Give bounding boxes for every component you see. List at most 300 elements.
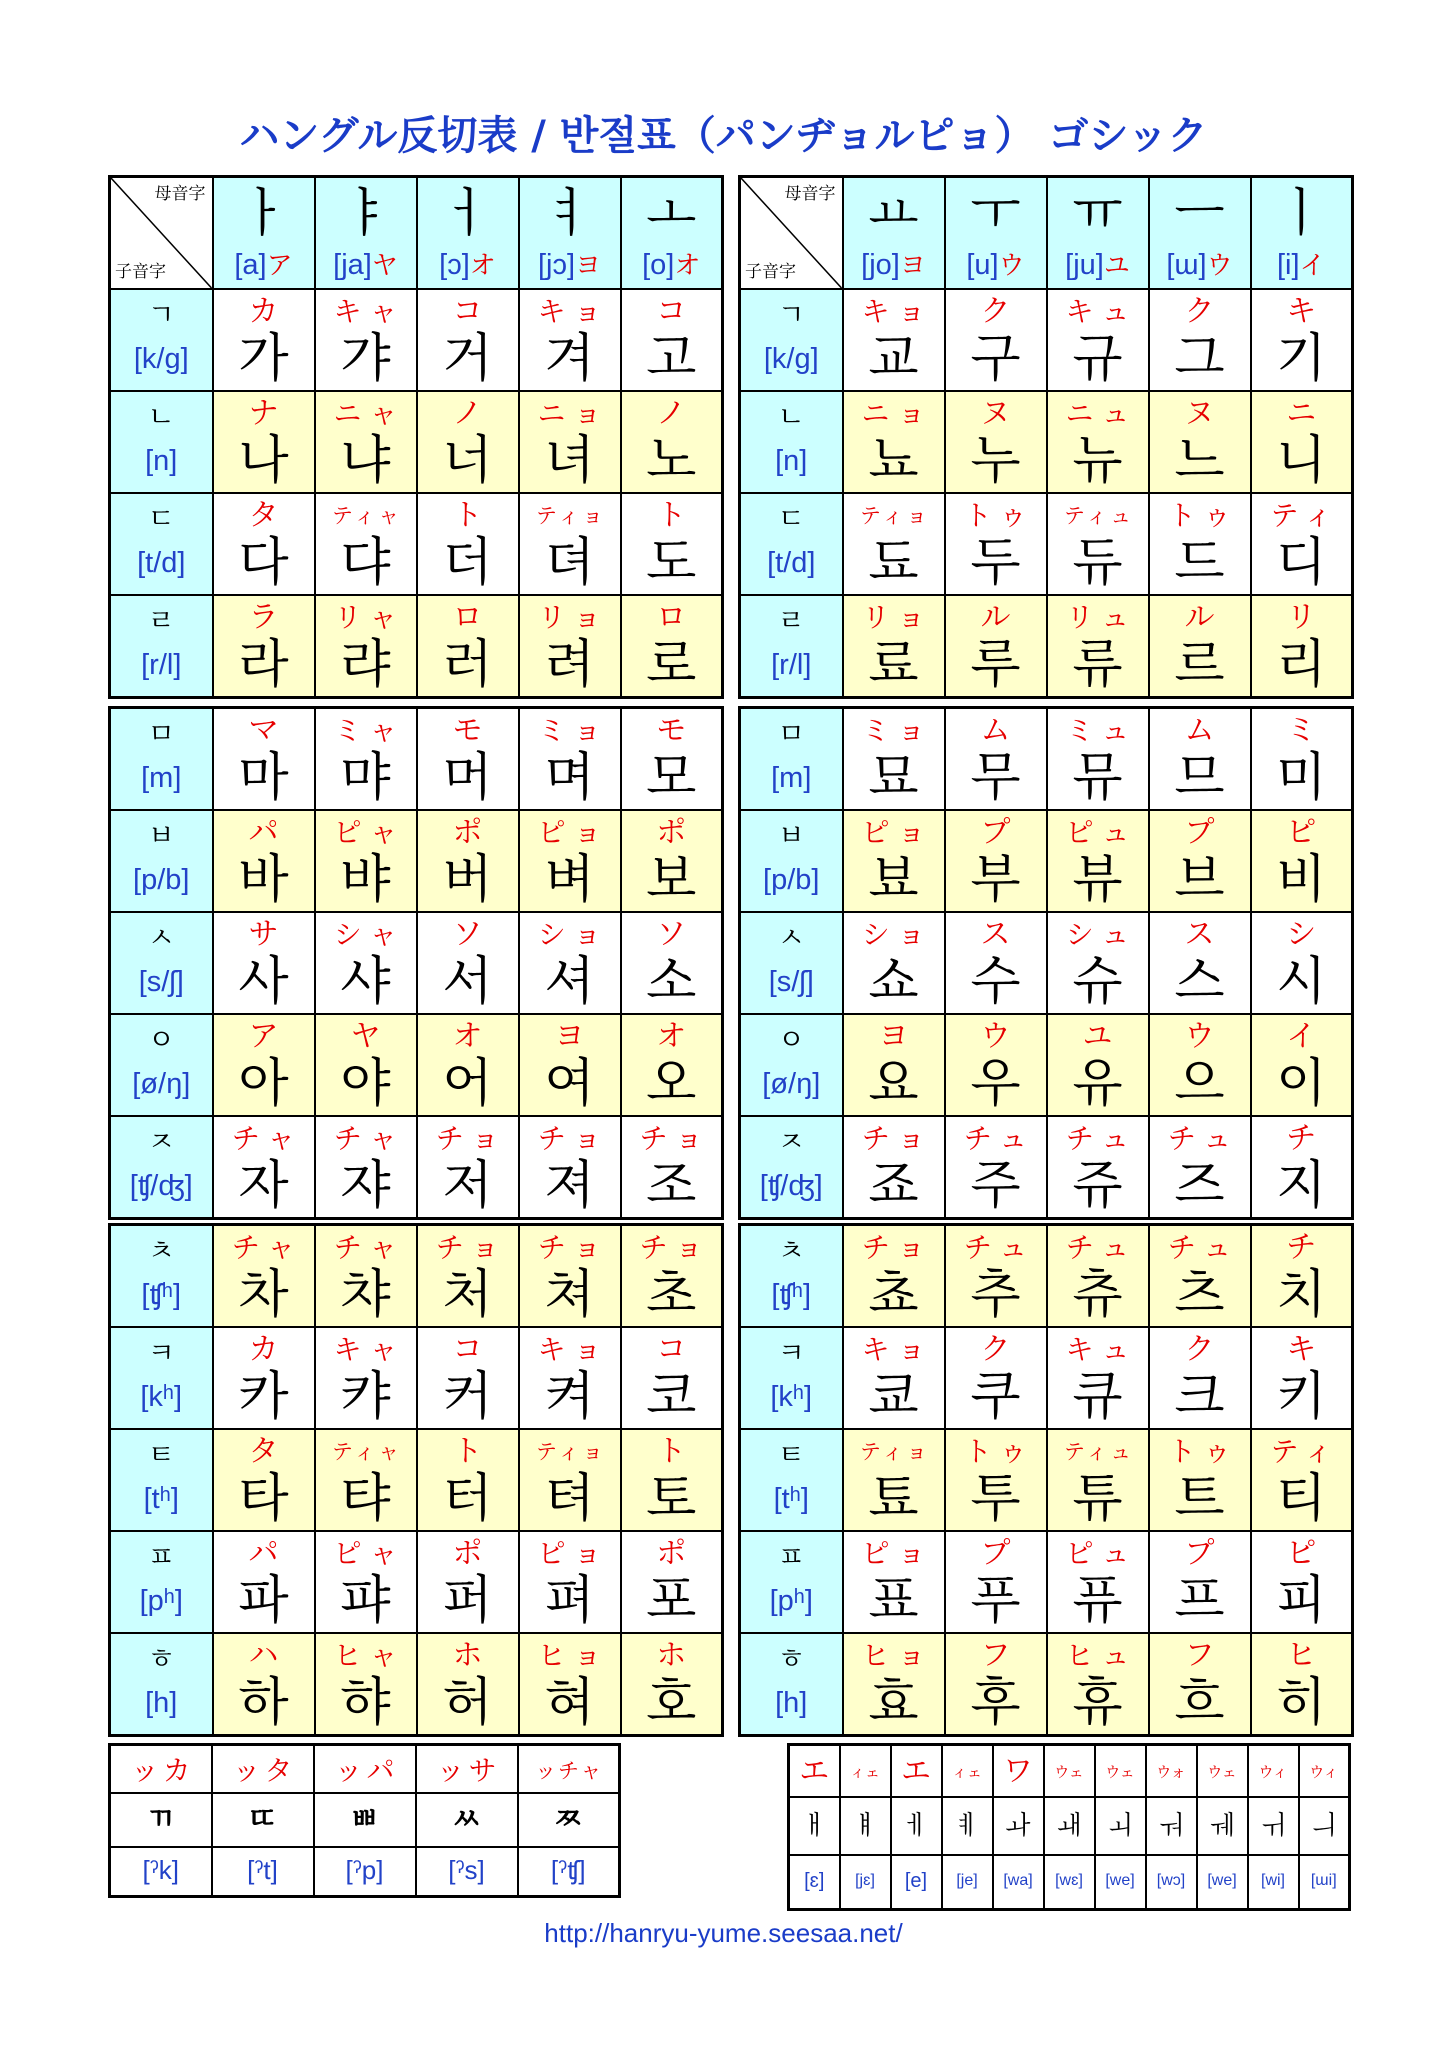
syllable-cell [417,595,519,698]
vowel-ipa: [a] [234,249,267,281]
consonant-jamo: ㅈ [777,1125,805,1158]
compound-vowel-table [787,1743,1351,1911]
compound-vowel-ipa: [wɔ] [1156,1872,1186,1889]
compound-vowel-jamo: ㅒ [852,1811,878,1841]
hangul-syllable: 거 [442,329,493,389]
syllable-cell [315,810,417,912]
consonant-row [110,1633,723,1736]
hangul-syllable: 뇨 [868,431,919,491]
cell-content [111,392,212,492]
double-consonant-cell [212,1793,314,1847]
banjeol-table-right [738,1223,1354,1737]
double-consonant-katakana: ッチャ [535,1759,604,1783]
cell-content [622,709,722,809]
consonant-cell [740,289,843,391]
hangul-syllable: 포 [646,1571,697,1631]
katakana-reading: コ [452,1332,483,1367]
cell-content [622,1015,722,1115]
hangul-syllable: 더 [442,533,493,593]
hangul-syllable: 프 [1174,1571,1225,1631]
katakana-reading: チュ [1167,1122,1240,1155]
katakana-reading: ヨ [554,1019,585,1054]
katakana-reading: ポ [452,1536,483,1571]
vowel-axis-label: 母音字 [154,184,206,204]
compound-vowel-cell [1248,1855,1299,1910]
syllable-cell [315,493,417,595]
hangul-syllable: 호 [646,1673,697,1733]
consonant-cell [110,1531,213,1633]
vowel-katakana: ヨ [899,251,926,281]
hangul-syllable: 하 [238,1673,289,1733]
syllable-cell [1149,289,1251,391]
syllable-cell [1251,1531,1353,1633]
cell-content [1150,1226,1250,1326]
cell-content [741,1532,842,1632]
vowel-ipa: [jɔ] [537,249,576,281]
cell-content [741,1015,842,1115]
katakana-reading: チ [1286,1230,1317,1265]
double-consonant-cell [518,1745,620,1794]
consonant-axis-label: 子音字 [745,262,796,282]
vowel-katakana: オ [674,251,701,281]
syllable-cell [1149,1327,1251,1429]
hangul-syllable: 류 [1072,635,1123,695]
cell-content [622,913,722,1013]
cell-content [844,1634,944,1734]
double-consonant-cell [416,1793,518,1847]
compound-vowel-cell [942,1797,993,1855]
consonant-row [110,1429,723,1531]
compound-vowel-cell [1095,1855,1146,1910]
consonant-jamo: ㅌ [777,1438,805,1471]
double-consonant-katakana: ッカ [130,1754,195,1787]
hangul-syllable: 어 [442,1054,493,1114]
katakana-reading: チョ [861,1231,934,1264]
syllable-cell [519,810,621,912]
table-body [740,177,1353,698]
consonant-cell [740,1531,843,1633]
syllable-cell [519,1225,621,1328]
cell-content [214,1015,314,1115]
katakana-reading: リョ [537,601,610,634]
consonant-jamo: ㅇ [777,1023,805,1056]
hangul-syllable: 아 [238,1054,289,1114]
vowel-axis-label: 母音字 [784,184,836,204]
consonant-row [740,1116,1353,1219]
consonant-jamo: ㅂ [777,819,805,852]
syllable-cell [1251,289,1353,391]
consonant-ipa: [ʧʰ] [141,1279,182,1311]
cell-content [316,290,416,390]
hangul-syllable: 뎌 [544,533,595,593]
cell-content [1150,913,1250,1013]
cell-content [622,1532,722,1632]
cell-content [1252,1532,1352,1632]
syllable-cell [621,1531,723,1633]
hangul-syllable: 츠 [1174,1265,1225,1325]
syllable-cell [213,912,315,1014]
double-consonant-jamo: ㄲ [146,1802,176,1837]
syllable-cell [213,1014,315,1116]
hangul-syllable: 차 [238,1265,289,1325]
hangul-syllable: 브 [1174,850,1225,910]
cell-content [946,709,1046,809]
cell-content [946,494,1046,594]
katakana-reading: ヤ [350,1019,381,1054]
cell-content [520,392,620,492]
cell-content [946,178,1046,288]
katakana-reading: モ [452,713,483,748]
cell-content [1048,1532,1148,1632]
cell-content [844,1328,944,1428]
cell-content [111,709,212,809]
double-consonant-cell [212,1847,314,1897]
double-consonant-table [108,1743,621,1898]
katakana-reading: ティョ [859,1440,931,1464]
syllable-cell [1149,708,1251,811]
hangul-syllable: 수 [970,952,1021,1012]
consonant-row [110,1014,723,1116]
hangul-syllable: 미 [1276,748,1327,808]
syllable-cell [621,1327,723,1429]
syllable-cell [213,289,315,391]
katakana-reading: ピ [1286,815,1317,850]
cell-content [741,290,842,390]
double-consonant-jamo: ㅃ [350,1802,379,1837]
double-consonant-ipa-row [110,1847,620,1897]
consonant-jamo: ㄱ [777,298,805,331]
consonant-row [740,1531,1353,1633]
katakana-reading: イ [1286,1019,1317,1054]
compound-vowel-cell [1095,1797,1146,1855]
katakana-reading: リ [1286,600,1317,635]
hangul-syllable: 여 [544,1054,595,1114]
hangul-syllable: 가 [238,329,289,389]
syllable-cell [417,289,519,391]
syllable-cell [621,1014,723,1116]
table-body [740,708,1353,1219]
cell-content [111,1532,212,1632]
vowel-ipa: [i] [1276,249,1300,281]
consonant-jamo: ㅅ [777,921,805,954]
consonant-ipa: [m] [141,762,182,794]
syllable-cell [315,595,417,698]
katakana-reading: キュ [1065,295,1138,328]
vowel-ipa: [ju] [1065,249,1104,281]
cell-content [622,1430,722,1530]
hangul-syllable: 유 [1072,1054,1123,1114]
consonant-ipa: [p/b] [133,864,190,896]
cell-content [622,1117,722,1217]
katakana-reading: ミョ [861,714,934,747]
katakana-reading: キャ [333,295,406,328]
double-consonant-katakana: ッパ [334,1754,399,1787]
compound-vowel-cell [1299,1855,1350,1910]
hangul-syllable: 효 [868,1673,919,1733]
syllable-cell [519,391,621,493]
syllable-cell [417,1327,519,1429]
syllable-cell [1149,391,1251,493]
consonant-row [110,1225,723,1328]
cell-content [1252,1430,1352,1530]
cell-content [1252,913,1352,1013]
hangul-syllable: 너 [442,431,493,491]
syllable-cell [213,1327,315,1429]
cell-content [1150,494,1250,594]
cell-content [520,1532,620,1632]
syllable-cell [1149,912,1251,1014]
hangul-syllable: 기 [1276,329,1327,389]
compound-vowel-cell [1248,1797,1299,1855]
katakana-reading: ヒュ [1065,1639,1138,1672]
hangul-syllable: 티 [1276,1469,1327,1529]
syllable-cell [1251,493,1353,595]
source-url: http://hanryu-yume.seesaa.net/ [544,1918,903,1948]
compound-vowel-cell [789,1797,840,1855]
hangul-syllable: 서 [442,952,493,1012]
consonant-cell [740,1633,843,1736]
cell-content [214,1117,314,1217]
double-consonant-ipa: [ˀs] [448,1855,485,1885]
consonant-ipa: [h] [775,1687,808,1719]
cell-content [1252,1117,1352,1217]
compound-vowel-cell [1146,1797,1197,1855]
cell-content [1150,1117,1250,1217]
syllable-cell [213,1225,315,1328]
cell-content [1252,290,1352,390]
compound-vowel-ipa: [wi] [1261,1872,1285,1889]
syllable-cell [621,493,723,595]
cell-content [946,1015,1046,1115]
syllable-cell [315,1327,417,1429]
cell-content [418,1634,518,1734]
cell-content [520,1430,620,1530]
syllable-cell [945,1116,1047,1219]
katakana-reading: ショ [537,918,610,951]
cell-content [622,596,722,696]
cell-content [1150,392,1250,492]
cell-content [316,1532,416,1632]
double-consonant-cell [314,1847,416,1897]
katakana-reading: ピュ [1065,1537,1138,1570]
compound-vowel-katakana: ィェ [951,1763,982,1781]
cell-content [1252,596,1352,696]
consonant-ipa: [ø/ŋ] [762,1068,821,1100]
cell-content [1048,1634,1148,1734]
cell-content [520,1634,620,1734]
hangul-syllable: 으 [1174,1054,1225,1114]
cell-content [520,1015,620,1115]
hangul-syllable: 랴 [340,635,391,695]
syllable-cell [519,1633,621,1736]
cell-content [844,1532,944,1632]
katakana-reading: ソ [656,917,687,952]
table-body [110,708,723,1219]
katakana-reading: トゥ [1167,499,1240,532]
compound-vowel-jamo: ㅙ [1056,1811,1082,1841]
compound-vowel-ipa: [we] [1207,1872,1237,1889]
syllable-cell [315,1225,417,1328]
cell-content [1150,1634,1250,1734]
compound-vowel-cell [1095,1745,1146,1798]
hangul-syllable: 표 [868,1571,919,1631]
katakana-reading: ピャ [333,816,406,849]
vowel-jamo: ㅡ [1174,184,1225,244]
vowel-reading [520,246,620,288]
consonant-row [110,289,723,391]
syllable-cell [213,595,315,698]
katakana-reading: ミョ [537,714,610,747]
vowel-header-cell [843,177,945,290]
katakana-reading: リュ [1065,601,1138,634]
katakana-reading: ピュ [1065,816,1138,849]
hangul-syllable: 추 [970,1265,1021,1325]
hangul-syllable: 쿠 [970,1367,1021,1427]
syllable-cell [213,493,315,595]
cell-content [214,596,314,696]
hangul-syllable: 스 [1174,952,1225,1012]
cell-content [1150,709,1250,809]
consonant-row [110,1116,723,1219]
hangul-syllable: 묘 [868,748,919,808]
vowel-header-cell [945,177,1047,290]
cell-content [111,1430,212,1530]
vowel-reading [418,246,518,288]
katakana-reading: ム [1184,713,1215,748]
cell-content [844,494,944,594]
hangul-syllable: 누 [970,431,1021,491]
katakana-reading: プ [1184,1536,1215,1571]
cell-content [1048,596,1148,696]
cell-content [316,1634,416,1734]
vowel-jamo: ㅑ [340,184,391,244]
katakana-reading: チョ [639,1122,711,1155]
syllable-cell [945,810,1047,912]
katakana-reading: ティャ [331,504,403,528]
katakana-reading: ヌ [1184,396,1215,431]
hangul-syllable: 버 [442,850,493,910]
katakana-reading: ホ [452,1638,483,1673]
cell-content [844,178,944,288]
vowel-ipa: [u] [966,249,999,281]
vowel-katakana: ヤ [371,251,398,281]
hangul-syllable: 파 [238,1571,289,1631]
syllable-cell [519,493,621,595]
katakana-reading: タ [248,498,279,533]
cell-content [1048,1015,1148,1115]
katakana-reading: ショ [861,918,934,951]
hangul-syllable: 처 [442,1265,493,1325]
compound-vowel-cell [993,1797,1044,1855]
syllable-cell [945,1531,1047,1633]
katakana-reading: ティョ [535,1440,607,1464]
cell-content [1150,178,1250,288]
hangul-syllable: 셔 [544,952,595,1012]
cell-content [111,1015,212,1115]
double-consonant-ipa: [ˀʧ] [550,1855,586,1885]
katakana-reading: ピョ [861,816,934,849]
compound-vowel-katakana: ワ [1003,1754,1033,1789]
vowel-reading [214,246,314,288]
hangul-syllable: 교 [868,329,919,389]
katakana-reading: キ [1286,1332,1317,1367]
cell-content [741,1634,842,1734]
vowel-header-cell [315,177,417,290]
cell-content [741,596,842,696]
hangul-syllable: 펴 [544,1571,595,1631]
cell-content [111,913,212,1013]
hangul-syllable: 트 [1174,1469,1225,1529]
syllable-cell [1251,912,1353,1014]
hangul-syllable: 모 [646,748,697,808]
syllable-cell [1047,1633,1149,1736]
cell-content [214,392,314,492]
syllable-cell [945,912,1047,1014]
consonant-ipa: [t/d] [137,547,186,579]
syllable-cell [621,1116,723,1219]
cell-content [1150,811,1250,911]
consonant-row [740,810,1353,912]
cell-content [741,178,842,288]
syllable-cell [945,1225,1047,1328]
katakana-reading: ティ [1270,499,1341,532]
hangul-syllable: 햐 [340,1673,391,1733]
vowel-ipa: [ja] [333,249,372,281]
katakana-reading: ラ [248,600,279,635]
katakana-reading: カ [248,1332,279,1367]
katakana-reading: シ [1286,917,1317,952]
vowel-reading [622,246,722,288]
katakana-reading: チュ [963,1231,1036,1264]
katakana-reading: チャ [231,1122,304,1155]
cell-content [1048,913,1148,1013]
cell-content [946,811,1046,911]
consonant-cell [110,708,213,811]
hangul-syllable: 려 [544,635,595,695]
syllable-cell [843,1327,945,1429]
syllable-cell [843,1116,945,1219]
katakana-reading: ス [980,917,1011,952]
hangul-syllable: 히 [1276,1673,1327,1733]
cell-content [418,494,518,594]
katakana-reading: プ [1184,815,1215,850]
hangul-syllable: 시 [1276,952,1327,1012]
syllable-cell [519,1429,621,1531]
syllable-cell [417,1225,519,1328]
syllable-cell [843,391,945,493]
cell-content [844,1226,944,1326]
cell-content [316,709,416,809]
syllable-cell [417,1116,519,1219]
cell-content [741,1328,842,1428]
double-consonant-cell [110,1847,212,1897]
cell-content [946,290,1046,390]
consonant-ipa: [r/l] [141,649,182,681]
katakana-reading: マ [248,713,279,748]
hangul-syllable: 허 [442,1673,493,1733]
katakana-reading: ト [656,498,687,533]
cell-content [418,392,518,492]
cell-content [1048,178,1148,288]
page-title: ハングル反切表 / 반절표（パンヂョルピョ） ゴシック [239,113,1208,159]
katakana-reading: ティャ [331,1440,403,1464]
hangul-syllable: 탸 [340,1469,391,1529]
syllable-cell [945,1633,1047,1736]
cell-content [844,1117,944,1217]
katakana-reading: ウ [1184,1019,1215,1054]
katakana-reading: ピャ [333,1537,406,1570]
katakana-reading: パ [248,1536,279,1571]
